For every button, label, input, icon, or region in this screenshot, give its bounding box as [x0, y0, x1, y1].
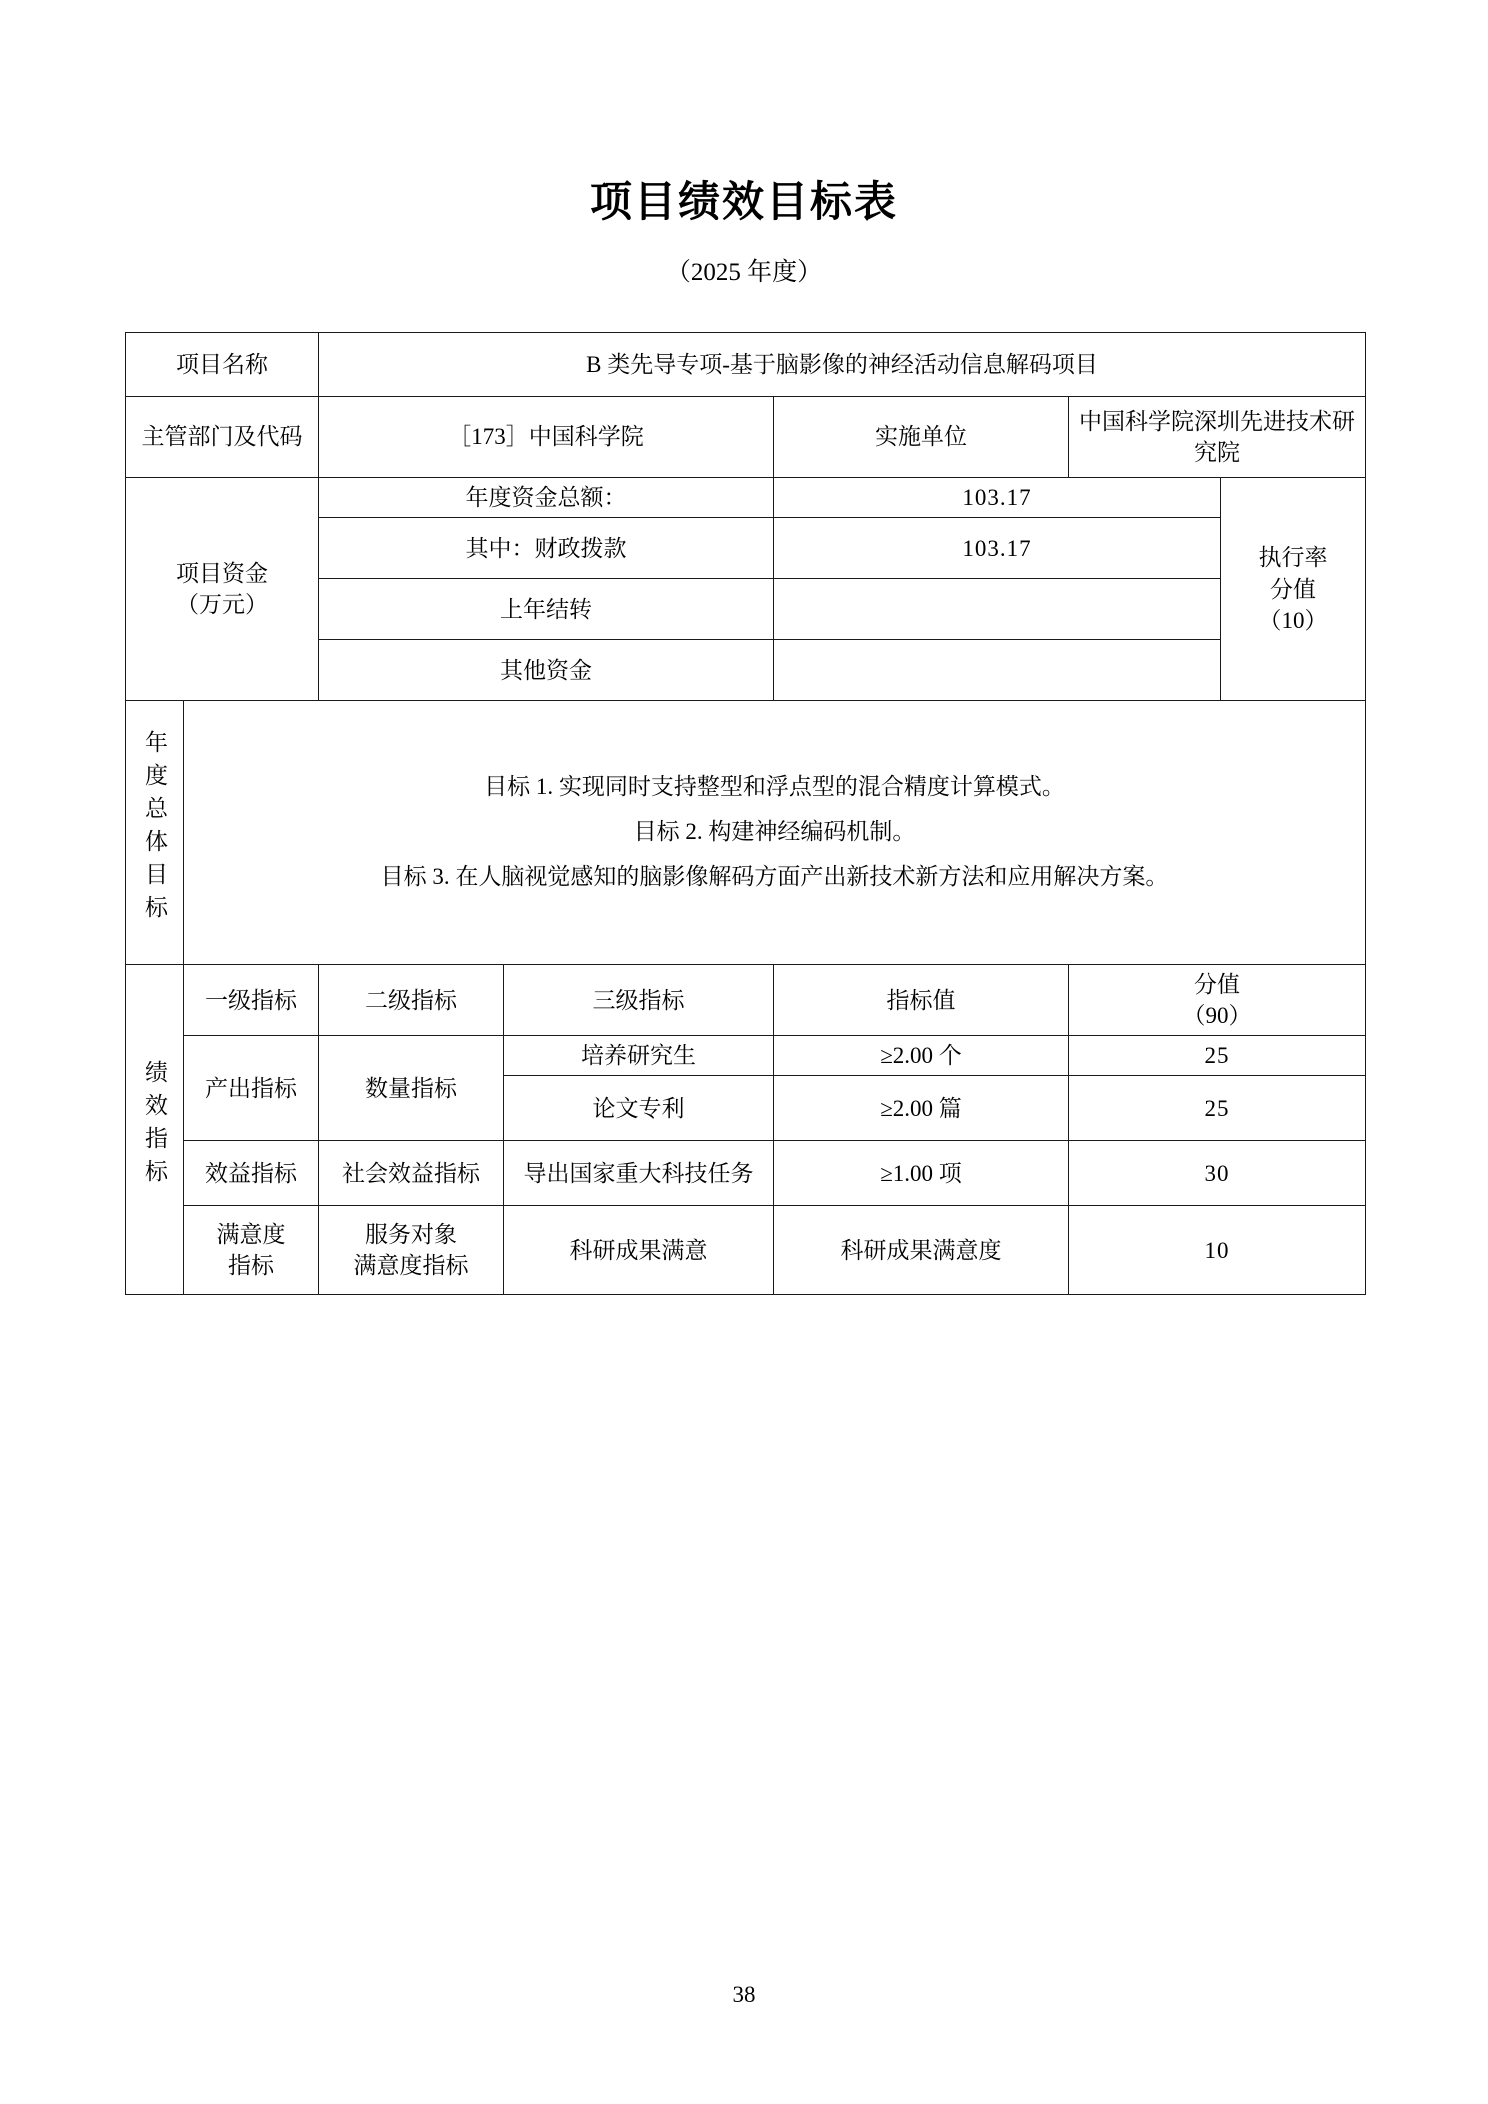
indicator-value-2: ≥1.00 项 [774, 1141, 1069, 1206]
funding-row-value-3 [774, 640, 1221, 701]
indicator-level1-output: 产出指标 [184, 1036, 319, 1141]
project-name-label: 项目名称 [126, 333, 319, 397]
indicator-level2-satisfaction-line2: 满意度指标 [353, 1253, 469, 1279]
header-level1: 一级指标 [184, 965, 319, 1036]
table-row-indicator-headers [126, 965, 1366, 1036]
implementing-unit-label: 实施单位 [774, 397, 1069, 478]
execution-rate-label-line1: 执行率 [1258, 545, 1328, 571]
annual-goals-label [126, 701, 184, 965]
annual-goals-content [184, 701, 1366, 965]
table-row-department [126, 397, 1366, 478]
execution-rate-label-line2: 分值 [1270, 576, 1317, 602]
indicator-level2-quantity: 数量指标 [319, 1036, 504, 1141]
table-row-indicator-3 [126, 1206, 1366, 1295]
indicator-score-1: 25 [1069, 1076, 1366, 1141]
indicator-level1-satisfaction-line1: 满意度 [216, 1222, 286, 1248]
performance-label [126, 965, 184, 1295]
indicator-level3-1: 论文专利 [504, 1076, 774, 1141]
indicator-score-2: 30 [1069, 1141, 1366, 1206]
execution-rate-score-cell [1221, 478, 1366, 701]
funding-label [126, 478, 319, 701]
funding-row-name-2: 上年结转 [319, 579, 774, 640]
annual-goal-line-1: 目标 1. 实现同时支持整型和浮点型的混合精度计算模式。 [484, 774, 1065, 800]
page-subtitle: （2025 年度） [665, 259, 823, 286]
indicator-score-0: 25 [1069, 1036, 1366, 1076]
department-value: ［173］中国科学院 [319, 397, 774, 478]
funding-row-value-1: 103.17 [774, 518, 1221, 579]
header-indicator-value: 指标值 [774, 965, 1069, 1036]
table-row-funding-total [126, 478, 1366, 518]
indicator-level1-satisfaction [184, 1206, 319, 1295]
annual-goals-label-text: 年度总体目标 [142, 729, 167, 928]
indicator-level2-social: 社会效益指标 [319, 1141, 504, 1206]
header-level2: 二级指标 [319, 965, 504, 1036]
funding-row-value-0: 103.17 [774, 478, 1221, 518]
header-score-line2: （90） [1182, 1003, 1252, 1029]
indicator-level1-satisfaction-line2: 指标 [228, 1253, 274, 1279]
execution-rate-label-line3: （10） [1258, 607, 1328, 633]
header-score [1069, 965, 1366, 1036]
project-name-value: B 类先导专项-基于脑影像的神经活动信息解码项目 [319, 333, 1366, 397]
indicator-level3-3: 科研成果满意 [504, 1206, 774, 1295]
performance-label-text: 绩效指标 [142, 1059, 167, 1192]
table-row-project-name [126, 333, 1366, 397]
annual-goal-line-3: 目标 3. 在人脑视觉感知的脑影像解码方面产出新技术新方法和应用解决方案。 [380, 863, 1169, 889]
performance-goal-table [125, 332, 1366, 1295]
funding-row-name-0: 年度资金总额： [319, 478, 774, 518]
indicator-level3-0: 培养研究生 [504, 1036, 774, 1076]
table-row-indicator-2 [126, 1141, 1366, 1206]
indicator-value-3: 科研成果满意度 [774, 1206, 1069, 1295]
header-score-line1: 分值 [1194, 972, 1241, 998]
table-row-annual-goals [126, 701, 1366, 965]
implementing-unit-value: 中国科学院深圳先进技术研究院 [1069, 397, 1366, 478]
page-number: 38 [732, 1982, 756, 2007]
indicator-value-0: ≥2.00 个 [774, 1036, 1069, 1076]
indicator-level2-satisfaction [319, 1206, 504, 1295]
indicator-level3-2: 导出国家重大科技任务 [504, 1141, 774, 1206]
indicator-level2-satisfaction-line1: 服务对象 [365, 1222, 457, 1248]
annual-goal-line-2: 目标 2. 构建神经编码机制。 [633, 819, 916, 845]
indicator-level1-benefit: 效益指标 [184, 1141, 319, 1206]
funding-row-name-3: 其他资金 [319, 640, 774, 701]
indicator-score-3: 10 [1069, 1206, 1366, 1295]
funding-row-name-1: 其中：财政拨款 [319, 518, 774, 579]
page-title: 项目绩效目标表 [589, 180, 898, 226]
funding-label-line2: （万元） [176, 592, 268, 618]
header-level3: 三级指标 [504, 965, 774, 1036]
department-label: 主管部门及代码 [126, 397, 319, 478]
indicator-value-1: ≥2.00 篇 [774, 1076, 1069, 1141]
table-row-indicator-0 [126, 1036, 1366, 1076]
funding-label-line1: 项目资金 [176, 560, 268, 586]
funding-row-value-2 [774, 579, 1221, 640]
